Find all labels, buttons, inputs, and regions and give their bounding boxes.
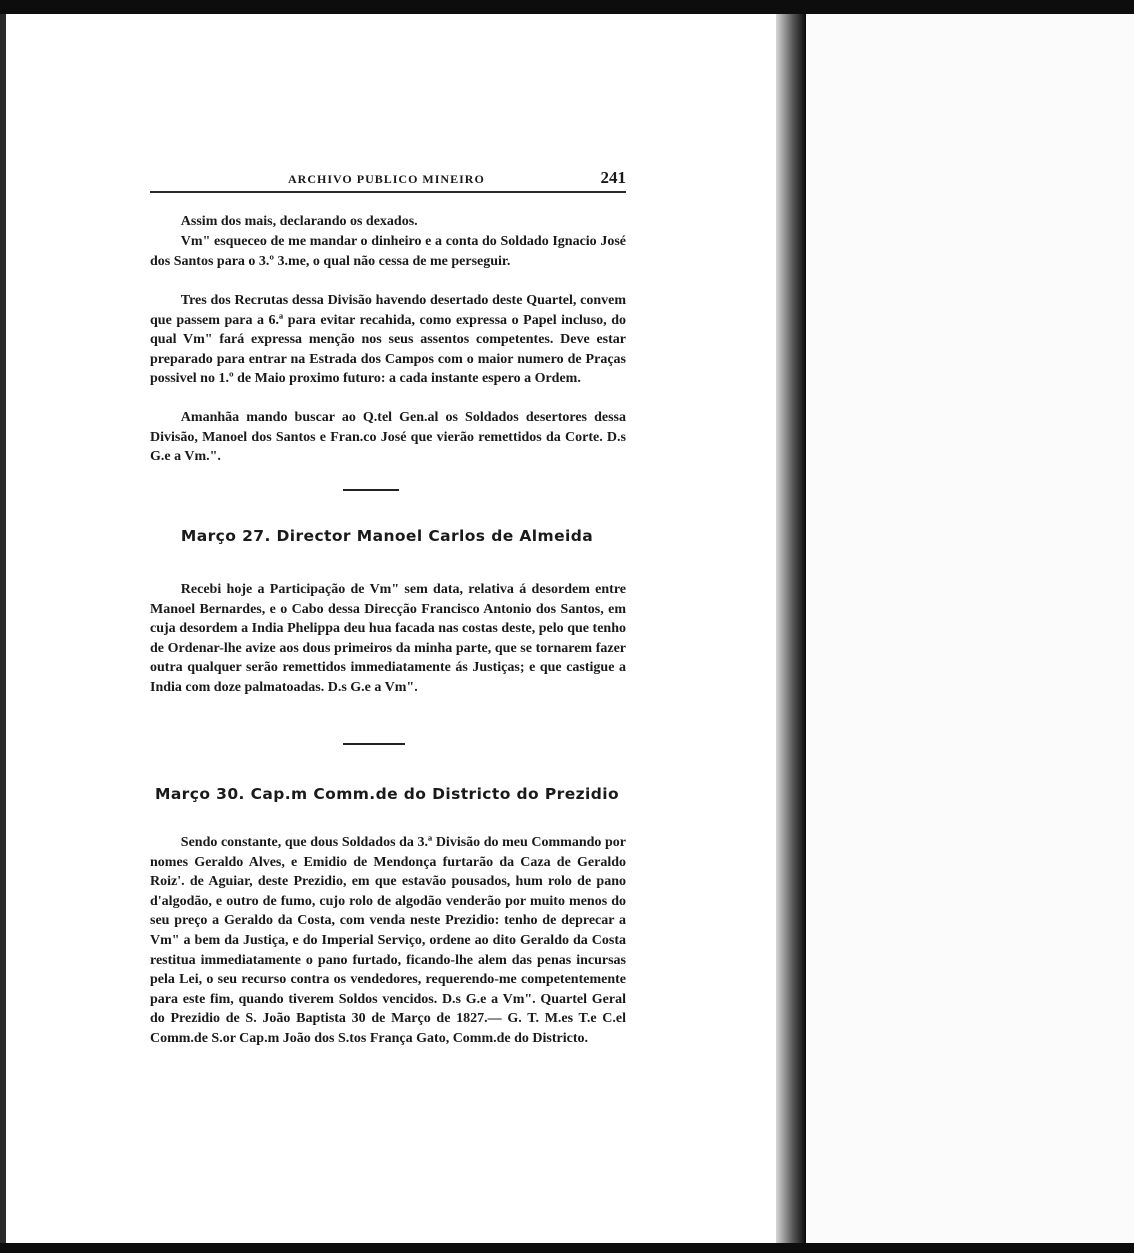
page-header [150,168,626,190]
scan-top-border [0,0,1134,14]
paragraph-1: Assim dos mais, declarando os dexados. [180,214,418,229]
section-1-text: Recebi hoje a Participação de Vm" sem data, relativa á desordem entre Manoel Bernardes, e o Cabo dessa Direcção Francisco Antonio dos Santos, em cuja desordem a India Phelippa deu hua facada nas costas deste, pelo que tenho de Ordenar-lhe avize aos dous primeiros da minha parte, que se tornarem fazer outra qualquer serão remettidos immediatamente ás Justiças; e que castigue a India com doze palmatoadas. D.s G.e a Vm". [150,582,626,695]
paragraph-3: Tres dos Recrutas dessa Divisão havendo desertado deste Quartel, convem que passem para a 6.ª para evitar recahida, como expressa o Papel incluso, do qual Vm" fará expressa menção nos seus assentos competentes. Deve estar preparado para entrar na Estrada dos Campos com o maior numero de Praças possivel no 1.º de Maio proximo futuro: a cada instante espero a Ordem. [150,293,626,387]
running-title: ARCHIVO PUBLICO MINEIRO [288,172,485,186]
paragraph-2: Vm" esqueceo de me mandar o dinheiro e a conta do Soldado Ignacio José dos Santos para o 3.º 3.me, o qual não cessa de me perseguir. [150,234,626,269]
section-2-text: Sendo constante, que dous Soldados da 3.ª Divisão do meu Commando por nomes Geraldo Alves, e Emidio de Mendonça furtarão da Caza de Geraldo Roiz'. de Aguiar, deste Prezidio, em que estavão pousados, hum rolo de pano d'algodão, e outro de fumo, cujo rolo de algodão venderão por muito menos do seu preço a Geraldo da Costa, com venda neste Prezidio: tenho de deprecar a Vm" a bem da Justiça, e do Imperial Serviço, ordene ao dito Geraldo da Costa restitua immediatamente o pano furtado, ficando-lhe alem das penas incursas pela Lei, o seu recurso contra os vendedores, requerendo-me competentemente para este fim, quando tiverem Soldos vencidos. D.s G.e a Vm". Quartel Geral do Prezidio de S. João Baptista 30 de Março de 1827.— G. T. M.es T.e C.el Comm.de S.or Cap.m João dos S.tos França Gato, Comm.de do Districto. [150,835,626,1046]
page-number: 241 [600,168,626,187]
scan-bottom-border [0,1243,1134,1253]
section-heading-marco-27: Março 27. Director Manoel Carlos de Almeida [180,527,594,545]
section-heading-marco-30: Março 30. Cap.m Comm.de do Districto do Prezidio [155,785,619,803]
scan-left-edge [0,14,6,1243]
facing-page-blank [806,14,1134,1243]
paragraph-4: Amanhãa mando buscar ao Q.tel Gen.al os Soldados desertores dessa Divisão, Manoel dos Santos e Fran.co José que vierão remettidos da Corte. D.s G.e a Vm.". [150,410,626,465]
book-gutter [776,14,806,1243]
section-separator [343,743,405,745]
section-separator [343,489,399,491]
header-rule [150,191,626,193]
